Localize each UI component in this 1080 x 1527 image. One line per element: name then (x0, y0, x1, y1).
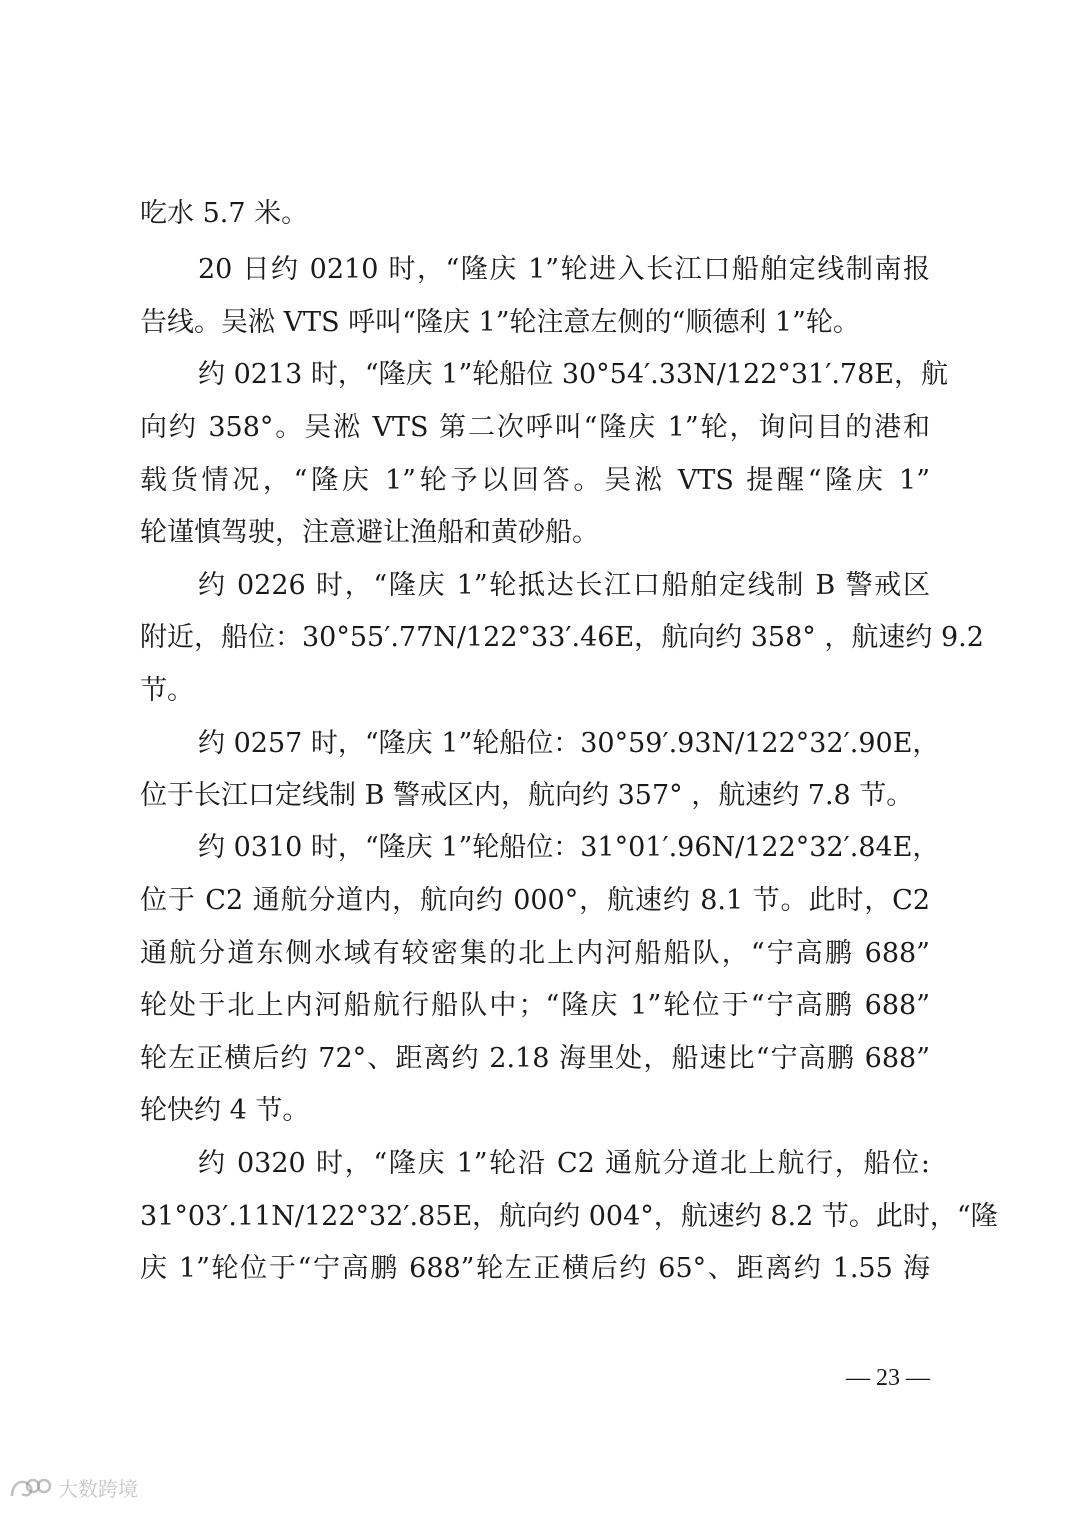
text-line: 约 0310 时，“隆庆 1”轮船位：31°01′.96N/122°32′.84E， (198, 832, 940, 863)
text-line: 载货情况，“隆庆 1”轮予以回答。吴淞 VTS 提醒“隆庆 1” (140, 465, 930, 496)
text-line: 节。 (140, 675, 194, 706)
text-line: 31°03′.11N/122°32′.85E，航向约 004°，航速约 8.2 节。此时，“隆 (140, 1201, 998, 1232)
text-line: 庆 1”轮位于“宁高鹏 688”轮左正横后约 65°、距离约 1.55 海 (140, 1253, 930, 1284)
page-number: — 23 — (846, 1365, 930, 1391)
watermark-text: 大数跨境 (58, 1476, 138, 1501)
text-line: 向约 358°。吴淞 VTS 第二次呼叫“隆庆 1”轮，询问目的港和 (140, 412, 930, 443)
text-line: 20 日约 0210 时，“隆庆 1”轮进入长江口船舶定线制南报 (198, 254, 930, 285)
text-line: 位于长江口定线制 B 警戒区内，航向约 357° ，航速约 7.8 节。 (140, 780, 914, 811)
text-line: 约 0213 时，“隆庆 1”轮船位 30°54′.33N/122°31′.78E，航 (198, 359, 949, 390)
text-line: 通航分道东侧水域有较密集的北上内河船船队，“宁高鹏 688” (140, 938, 930, 969)
text-line: 告线。吴淞 VTS 呼叫“隆庆 1”轮注意左侧的“顺德利 1”轮。 (140, 307, 860, 338)
text-line: 约 0226 时，“隆庆 1”轮抵达长江口船舶定线制 B 警戒区 (198, 570, 930, 601)
text-line: 附近，船位：30°55′.77N/122°33′.46E，航向约 358° ，航速约 9.2 (140, 622, 984, 653)
ripple-logo-icon (8, 1472, 52, 1502)
text-line: 轮谨慎驾驶，注意避让渔船和黄砂船。 (140, 517, 599, 548)
text-line: 约 0320 时，“隆庆 1”轮沿 C2 通航分道北上航行，船位: (198, 1148, 930, 1179)
watermark (8, 1470, 138, 1504)
text-line: 吃水 5.7 米。 (140, 198, 309, 229)
text-line: 轮处于北上内河船航行船队中；“隆庆 1”轮位于“宁高鹏 688” (140, 990, 930, 1021)
text-line: 轮左正横后约 72°、距离约 2.18 海里处，船速比“宁高鹏 688” (140, 1043, 930, 1074)
text-line: 轮快约 4 节。 (140, 1095, 310, 1126)
text-line: 位于 C2 通航分道内，航向约 000°，航速约 8.1 节。此时，C2 (140, 885, 930, 916)
text-line: 约 0257 时，“隆庆 1”轮船位：30°59′.93N/122°32′.90E， (198, 728, 940, 759)
